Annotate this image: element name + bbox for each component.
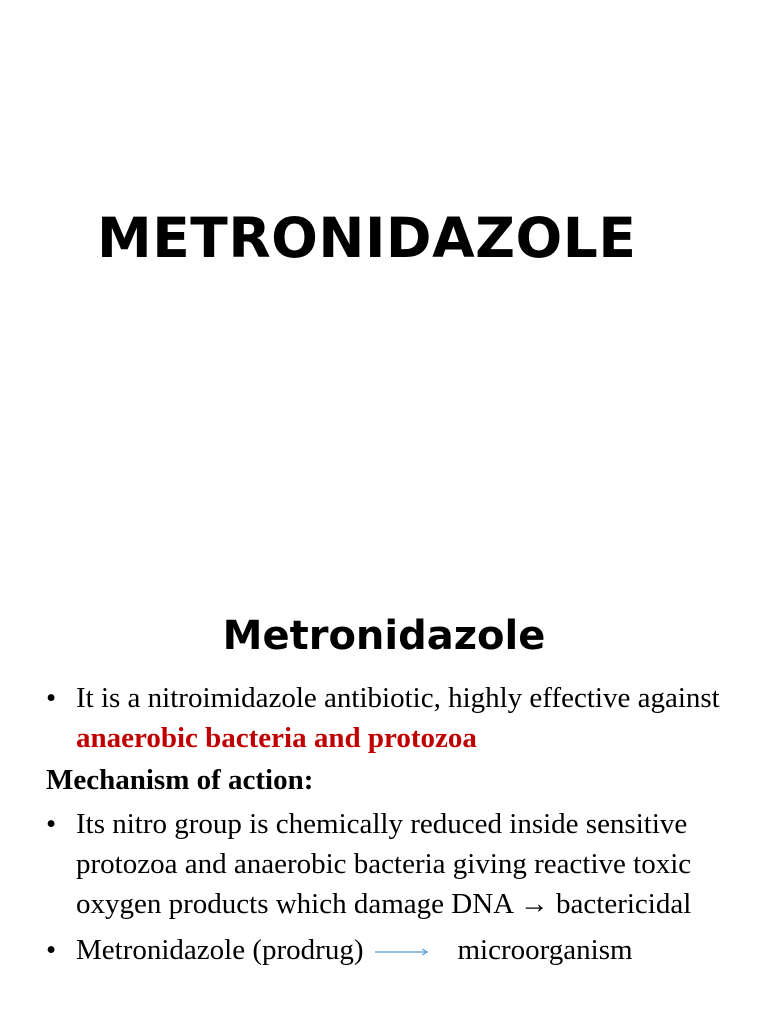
bullet-symbol: • [46,682,57,714]
content-slide [0,576,768,1024]
slide-title: Metronidazole [222,613,546,659]
bullet-item-description [46,678,746,758]
bullet-symbol: • [46,808,57,840]
section-heading: Mechanism of action: [46,764,314,796]
bullet-text: Its nitro group is chemically reduced inside sensitive protozoa and anaerobic bacteria giving reactive toxic oxygen products which damage DNA [76,808,692,920]
bullet-item-prodrug [46,930,746,970]
bullet-text: It is a nitroimidazole antibiotic, highly effective against [76,682,720,714]
bullet-symbol: • [46,934,57,966]
slide-body [46,678,746,970]
bullet-item-mechanism [46,804,746,924]
bullet-right-text: microorganism [457,934,633,966]
arrow-symbol: → [519,888,549,920]
bullet-left-text: Metronidazole (prodrug) [76,934,364,966]
right-arrow-icon [375,947,429,957]
main-title: METRONIDAZOLE [97,206,637,270]
highlighted-text: anaerobic bacteria and protozoa [76,722,477,754]
bullet-suffix: bactericidal [556,888,692,920]
